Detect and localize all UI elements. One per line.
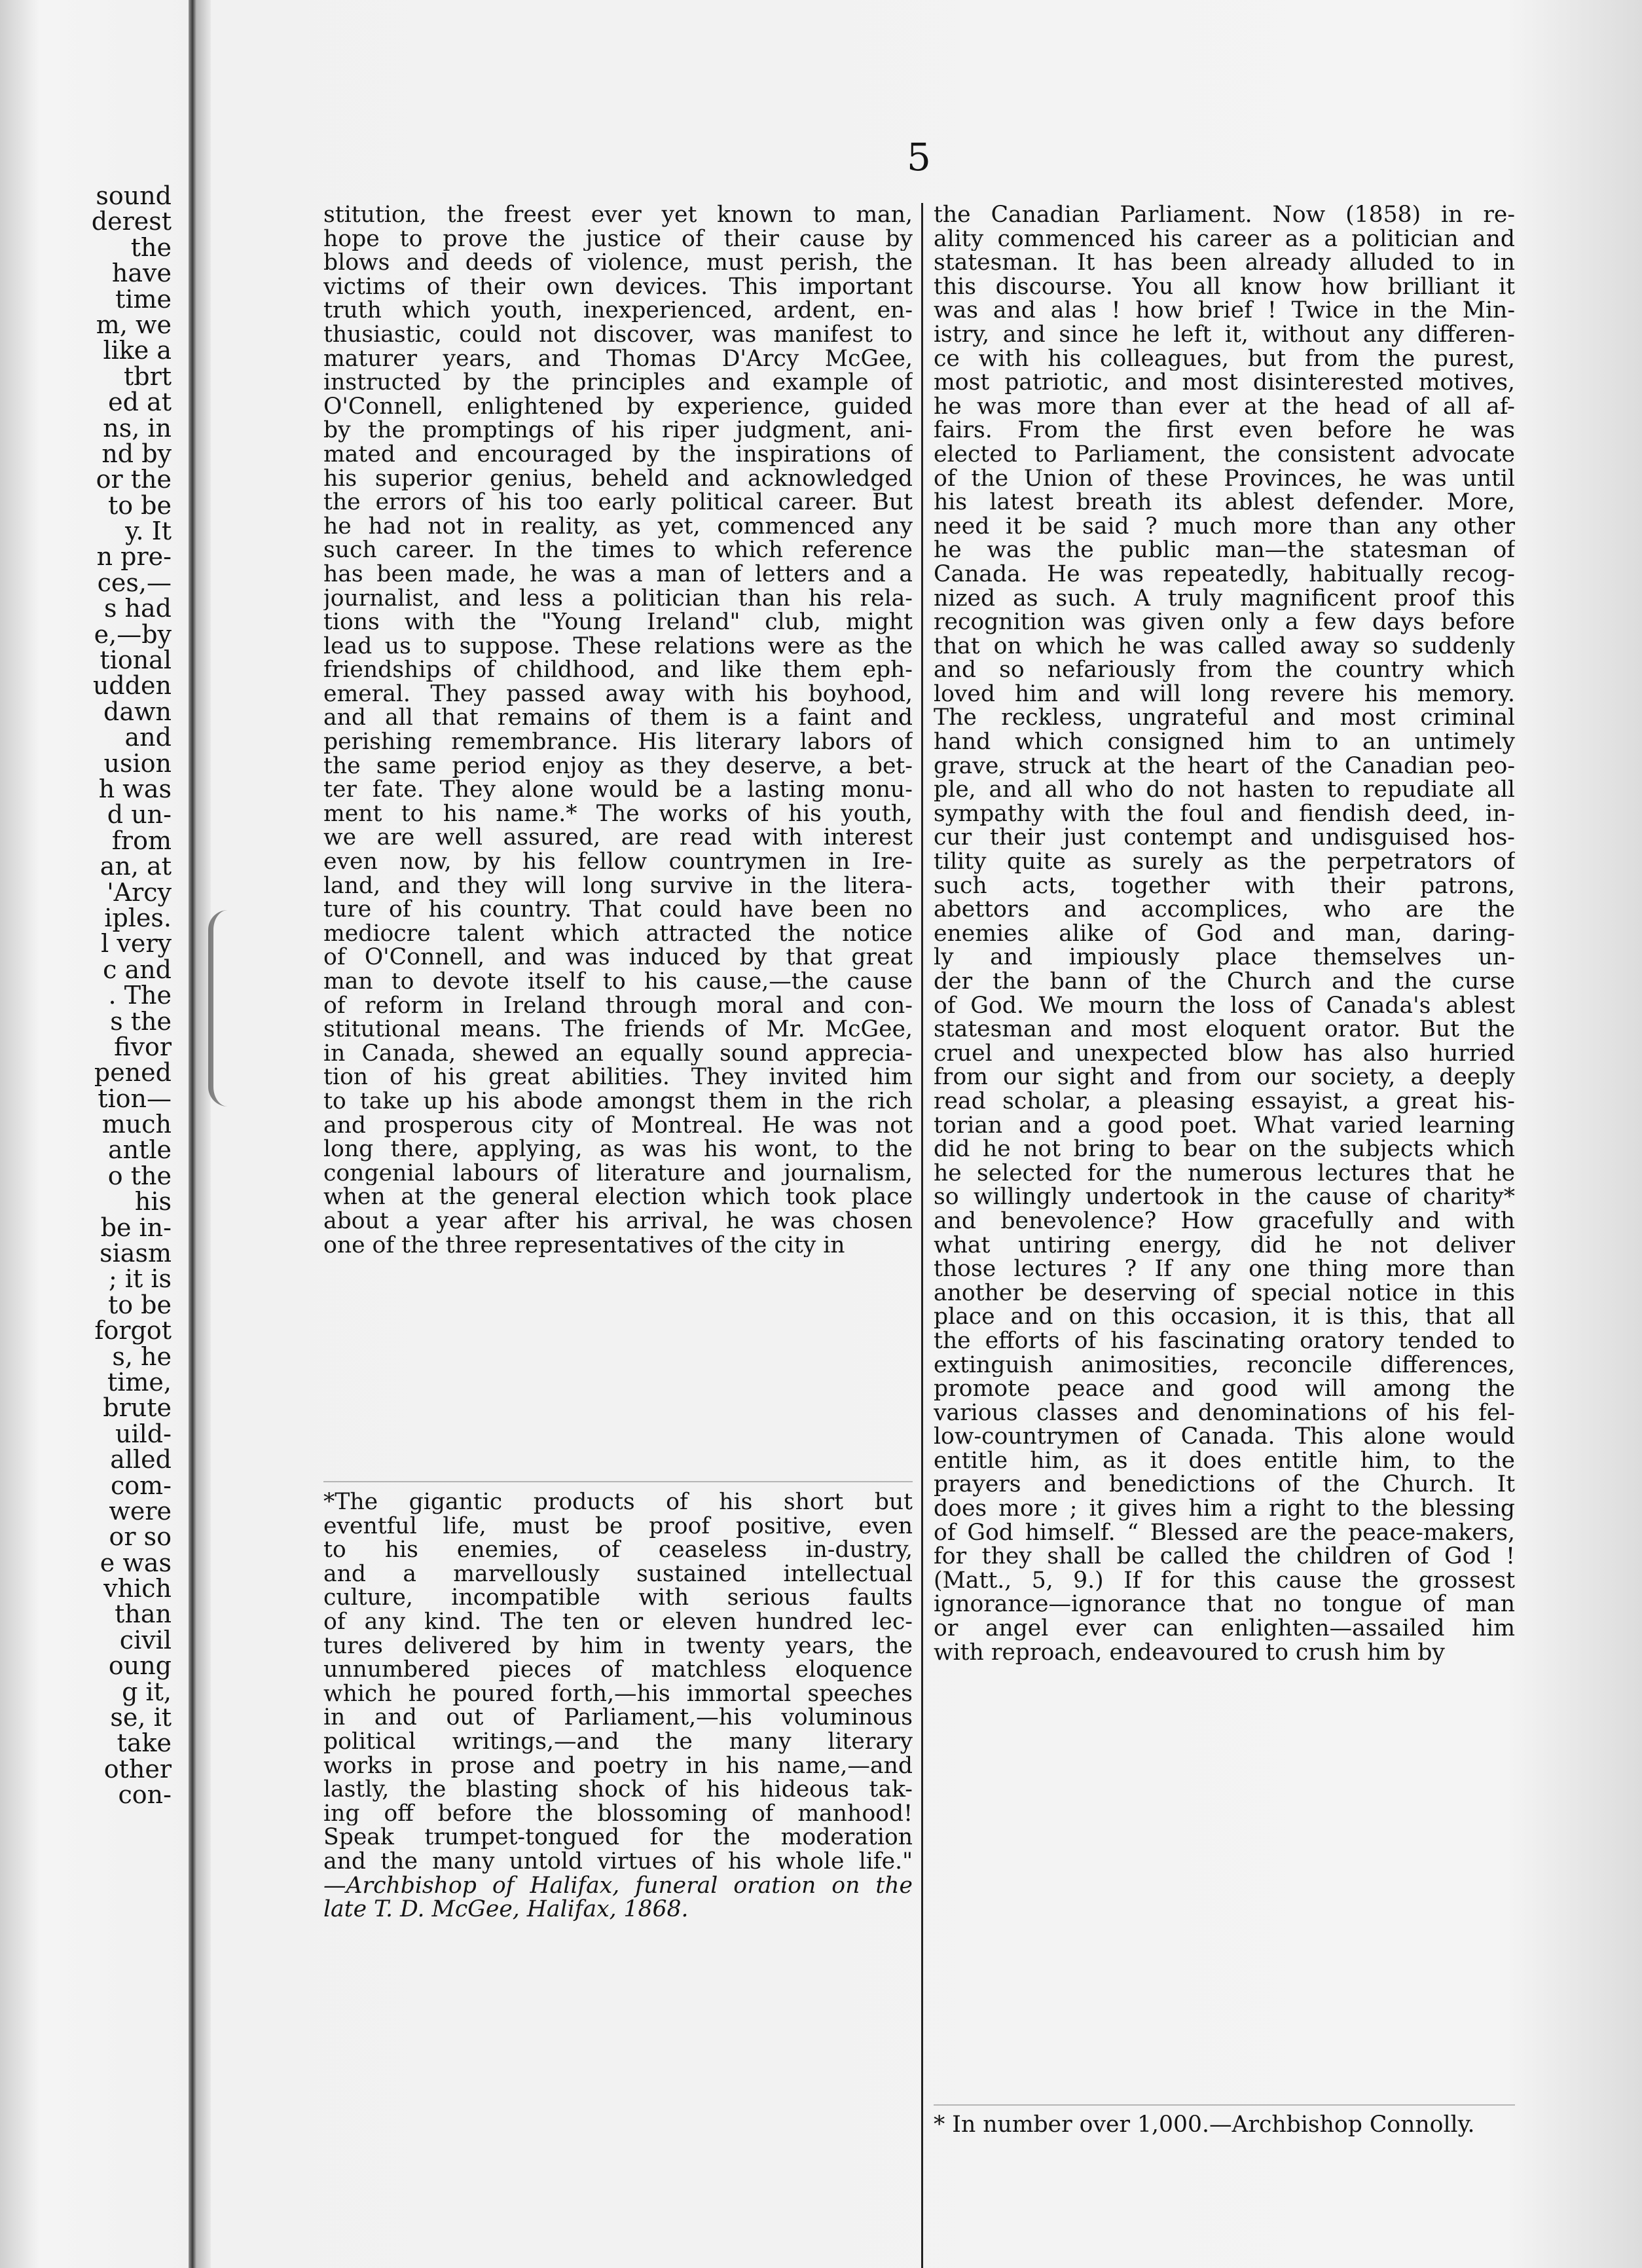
left-footnote-divider (323, 1481, 913, 1482)
left-column-footnote (323, 1490, 913, 1922)
text-line: what untiring energy, did he not deliver (934, 1233, 1515, 1258)
fragment-line: antle (107, 1135, 172, 1165)
text-line: abettors and accomplices, who are the (934, 898, 1515, 922)
text-line: of God. We mourn the loss of Canada's ablest (934, 993, 1515, 1018)
text-line: did he not bring to bear on the subjects which (934, 1137, 1515, 1161)
fragment-line: tional (100, 646, 172, 675)
fragment-line: be in- (100, 1213, 172, 1242)
text-line: of O'Connell, and was induced by that great (323, 945, 913, 970)
fragment-line: iples. (104, 903, 172, 932)
text-line: statesman. It has been already alluded to in (934, 251, 1515, 275)
text-line: that on which he was called away so suddenly (934, 634, 1515, 659)
text-line: and prosperous city of Montreal. He was not (323, 1113, 913, 1138)
text-line: ture of his country. That could have been no (323, 898, 913, 922)
fragment-line: or the (96, 465, 172, 494)
text-line: those lectures ? If any one thing more than (934, 1257, 1515, 1281)
text-line: ple, and all who do not hasten to repudiate all (934, 778, 1515, 802)
text-line: political writings,—and the many literary (323, 1729, 913, 1754)
text-line: mated and encouraged by the inspirations of (323, 442, 913, 467)
text-line: late T. D. McGee, Halifax, 1868. (323, 1897, 689, 1922)
text-line: stitutional means. The friends of Mr. McGee, (323, 1017, 913, 1042)
fragment-line: g it, (122, 1677, 172, 1706)
fragment-line: siasm (100, 1239, 172, 1268)
fragment-line: tbrt (123, 361, 172, 391)
text-line: Speak trumpet-tongued for the moderation (323, 1825, 913, 1850)
text-line: tures delivered by him in twenty years, the (323, 1634, 913, 1658)
text-line: long there, applying, as was his wont, to the (323, 1137, 913, 1161)
text-line: prayers and benedictions of the Church. It (934, 1472, 1515, 1497)
text-line: ing off before the blossoming of manhood! (323, 1801, 913, 1826)
text-line: victims of their own devices. This important (323, 274, 913, 299)
fragment-line: s the (110, 1006, 172, 1036)
fragment-line: have (111, 259, 172, 288)
text-line: cur their just contempt and undisguised hos- (934, 826, 1515, 850)
text-line: stitution, the freest ever yet known to man, (323, 203, 913, 227)
fragment-line: m, we (96, 310, 172, 339)
text-line: low-countrymen of Canada. This alone would (934, 1425, 1515, 1449)
text-line: his latest breath its ablest defender. More, (934, 490, 1515, 515)
fragment-line: d un- (107, 800, 172, 830)
text-line: and the many untold virtues of his whole life." (323, 1849, 913, 1874)
text-line: has been made, he was a man of letters and a (323, 562, 913, 587)
text-line: and so nefariously from the country which (934, 658, 1515, 682)
text-line: grave, struck at the heart of the Canadian peo- (934, 754, 1515, 778)
text-line: sympathy with the foul and fiendish deed, in- (934, 801, 1515, 826)
fragment-line: y. It (125, 517, 172, 546)
text-line: when at the general election which took place (323, 1185, 913, 1209)
text-line: tility quite as surely as the perpetrators of (934, 850, 1515, 874)
text-line: recognition was given only a few days before (934, 610, 1515, 634)
text-line: was and alas ! how brief ! Twice in the Min- (934, 299, 1515, 323)
text-line: truth which youth, inexperienced, ardent, en- (323, 299, 913, 323)
text-line: nized as such. A truly magnificent proof this (934, 586, 1515, 611)
fragment-line: com- (110, 1471, 172, 1500)
fragment-line: the (130, 232, 172, 262)
text-line: of any kind. The ten or eleven hundred lec- (323, 1609, 913, 1634)
text-line: eventful life, must be proof positive, even (323, 1514, 913, 1539)
fragment-line: derest (91, 207, 172, 236)
text-line: Canada. He was repeatedly, habitually recog- (934, 562, 1515, 587)
fragment-line: dawn (103, 697, 172, 726)
text-line: friendships of childhood, and like them eph- (323, 658, 913, 682)
left-column-text (323, 203, 913, 1257)
text-line: cruel and unexpected blow has also hurried (934, 1041, 1515, 1066)
fragment-line: n pre- (96, 542, 172, 572)
text-line: which he poured forth,—his immortal speeches (323, 1681, 913, 1706)
text-line: ly and impiously place themselves un- (934, 945, 1515, 970)
text-line: hope to prove the justice of their cause by (323, 227, 913, 251)
fragment-line: than (115, 1600, 172, 1629)
fragment-line: sound (96, 183, 172, 210)
fragment-line: udden (92, 671, 172, 701)
text-line: with reproach, endeavoured to crush him by (934, 1640, 1445, 1665)
text-line: der the bann of the Church and the curse (934, 970, 1515, 994)
text-line: land, and they will long survive in the litera- (323, 873, 913, 898)
fragment-line: and (124, 723, 172, 752)
facing-page-fragment (0, 183, 172, 1808)
fragment-line: tion— (98, 1084, 172, 1113)
fragment-line: take (117, 1728, 172, 1758)
fragment-line: from (111, 826, 172, 855)
fragment-line: were (109, 1496, 172, 1526)
text-line: one of the three representatives of the city in (323, 1233, 845, 1258)
text-line: even now, by his fellow countrymen in Ire- (323, 850, 913, 874)
text-line: need it be said ? much more than any other (934, 514, 1515, 539)
text-line: the errors of his too early political career. But (323, 490, 913, 515)
binding-mark (208, 910, 240, 1107)
text-line: hand which consigned him to an untimely (934, 730, 1515, 754)
footnote-line: * In number over 1,000.—Archbishop Connolly. (934, 2113, 1475, 2137)
text-line: to take up his abode amongst them in the rich (323, 1089, 913, 1114)
text-line: this discourse. You all know how brilliant it (934, 274, 1515, 299)
fragment-line: . The (108, 981, 172, 1010)
text-line: of God himself. “ Blessed are the peace-makers, (934, 1520, 1515, 1545)
fragment-line: c and (103, 955, 172, 984)
text-line: maturer years, and Thomas D'Arcy McGee, (323, 346, 913, 371)
text-line: read scholar, a pleasing essayist, a great his- (934, 1089, 1515, 1114)
page-number: 5 (907, 135, 931, 179)
text-line: journalist, and less a politician than his rela- (323, 586, 913, 611)
fragment-line: o the (107, 1161, 172, 1190)
text-line: we are well assured, are read with interest (323, 826, 913, 850)
fragment-line: e was (100, 1548, 172, 1577)
text-line: of reform in Ireland through moral and con- (323, 993, 913, 1018)
text-line: culture, incompatible with serious faults (323, 1586, 913, 1610)
text-line: elected to Parliament, the consistent advocate (934, 442, 1515, 467)
fragment-line: 'Arcy (107, 877, 172, 907)
text-line: torian and a good poet. What varied learning (934, 1113, 1515, 1138)
text-line: ality commenced his career as a politician and (934, 227, 1515, 251)
text-line: enemies alike of God and man, daring- (934, 921, 1515, 946)
fragment-line: l very (101, 929, 172, 959)
text-line: place and on this occasion, it is this, that all (934, 1305, 1515, 1329)
text-line: fairs. From the first even before he was (934, 418, 1515, 443)
text-line: lead us to suppose. These relations were as the (323, 634, 913, 659)
fragment-line: alled (110, 1445, 172, 1474)
text-line: ter fate. They alone would be a lasting monu- (323, 778, 913, 802)
fragment-line: ces,— (97, 568, 172, 597)
text-line: does more ; it gives him a right to the blessing (934, 1497, 1515, 1521)
text-line: —Archbishop of Halifax, funeral oration on the (323, 1873, 913, 1898)
text-line: for they shall be called the children of God ! (934, 1545, 1515, 1569)
text-line: promote peace and good will among the (934, 1377, 1515, 1401)
fragment-line: ed at (108, 388, 172, 417)
text-line: entitle him, as it does entitle him, to the (934, 1448, 1515, 1473)
fragment-line: to be (107, 490, 172, 520)
text-line: loved him and will long revere his memory. (934, 682, 1515, 706)
fragment-line: to be (107, 1290, 172, 1319)
text-line: so willingly undertook in the cause of charity* (934, 1185, 1515, 1209)
text-line: most patriotic, and most disinterested motives, (934, 371, 1515, 395)
fragment-line: other (103, 1754, 172, 1783)
text-line: istry, and since he left it, without any differen- (934, 322, 1515, 347)
fragment-line: h was (98, 774, 172, 803)
text-line: congenial labours of literature and journalism, (323, 1161, 913, 1186)
text-line: ment to his name.* The works of his youth, (323, 801, 913, 826)
text-line: the same period enjoy as they deserve, a bet- (323, 754, 913, 778)
fragment-line: an, at (100, 852, 172, 881)
fragment-line: much (101, 1110, 172, 1139)
text-line: man to devote itself to his cause,—the cause (323, 970, 913, 994)
right-column-footnote (934, 2113, 1515, 2137)
fragment-line: time, (107, 1367, 172, 1397)
text-line: and all that remains of them is a faint and (323, 706, 913, 731)
fragment-line: con- (118, 1780, 172, 1808)
text-line: and a marvellously sustained intellectual (323, 1562, 913, 1586)
fragment-line: oung (108, 1651, 172, 1681)
text-line: he was more than ever at the head of all af- (934, 394, 1515, 419)
text-line: perishing remembrance. His literary labors of (323, 730, 913, 754)
text-line: or angel ever can enlighten—assailed him (934, 1617, 1515, 1641)
fragment-line: pened (94, 1058, 172, 1088)
text-line: the Canadian Parliament. Now (1858) in re- (934, 203, 1515, 227)
right-footnote-divider (934, 2104, 1515, 2106)
fragment-line: vhich (103, 1574, 172, 1603)
text-line: works in prose and poetry in his name,—and (323, 1753, 913, 1778)
text-line: of the Union of these Provinces, he was until (934, 466, 1515, 491)
text-line: extinguish animosities, reconcile differences, (934, 1353, 1515, 1378)
binding-gutter (189, 0, 211, 2268)
fragment-line: nd by (101, 439, 172, 468)
fragment-line: usion (103, 748, 172, 778)
text-line: the efforts of his fascinating oratory tended to (934, 1328, 1515, 1353)
text-line: he selected for the numerous lectures that he (934, 1161, 1515, 1186)
text-line: he had not in reality, as yet, commenced any (323, 514, 913, 539)
text-line: to his enemies, of ceaseless in-dustry, (323, 1538, 913, 1562)
text-line: instructed by the principles and example of (323, 371, 913, 395)
text-line: he was the public man—the statesman of (934, 538, 1515, 562)
text-line: about a year after his arrival, he was chosen (323, 1209, 913, 1234)
fragment-line: brute (103, 1393, 172, 1423)
text-line: blows and deeds of violence, must perish, the (323, 251, 913, 275)
fragment-line: uild- (115, 1419, 172, 1448)
text-line: ignorance—ignorance that no tongue of man (934, 1592, 1515, 1617)
text-line: another be deserving of special notice in this (934, 1281, 1515, 1306)
text-line: O'Connell, enlightened by experience, guided (323, 394, 913, 419)
fragment-line: s, he (112, 1342, 172, 1371)
fragment-line: time (115, 284, 172, 314)
fragment-line: or so (109, 1522, 172, 1552)
text-line: lastly, the blasting shock of his hideous tak- (323, 1778, 913, 1802)
text-line: such acts, together with their patrons, (934, 873, 1515, 898)
text-line: and benevolence? How gracefully and with (934, 1209, 1515, 1234)
text-line: *The gigantic products of his short but (323, 1490, 913, 1514)
text-line: in Canada, shewed an equally sound apprecia- (323, 1041, 913, 1066)
text-line: ce with his colleagues, but from the purest, (934, 346, 1515, 371)
text-line: statesman and most eloquent orator. But the (934, 1017, 1515, 1042)
text-line: (Matt., 5, 9.) If for this cause the grossest (934, 1568, 1515, 1593)
text-line: such career. In the times to which reference (323, 538, 913, 562)
text-line: from our sight and from our society, a deeply (934, 1065, 1515, 1089)
fragment-line: forgot (94, 1316, 172, 1345)
fragment-line: civil (119, 1625, 172, 1655)
fragment-line: e,—by (94, 619, 172, 649)
fragment-line: ns, in (103, 413, 172, 443)
text-line: by the promptings of his riper judgment, ani- (323, 418, 913, 443)
text-line: mediocre talent which attracted the notice (323, 921, 913, 946)
fragment-line: fivor (114, 1032, 172, 1061)
text-line: emeral. They passed away with his boyhood, (323, 682, 913, 706)
text-line: various classes and denominations of his fel- (934, 1400, 1515, 1425)
fragment-line: ; it is (108, 1264, 172, 1294)
text-line: unnumbered pieces of matchless eloquence (323, 1658, 913, 1682)
fragment-line: se, it (110, 1703, 172, 1732)
text-line: tions with the "Young Ireland" club, might (323, 610, 913, 634)
right-column-text (934, 203, 1515, 1664)
fragment-line: s had (103, 594, 172, 623)
text-line: thusiastic, could not discover, was manifest to (323, 322, 913, 347)
text-line: The reckless, ungrateful and most criminal (934, 706, 1515, 731)
column-rule (921, 203, 923, 2268)
text-line: tion of his great abilities. They invited him (323, 1065, 913, 1089)
text-line: his superior genius, beheld and acknowledged (323, 466, 913, 491)
text-line: in and out of Parliament,—his voluminous (323, 1706, 913, 1730)
fragment-line: like a (103, 336, 172, 365)
fragment-line: his (134, 1187, 172, 1216)
